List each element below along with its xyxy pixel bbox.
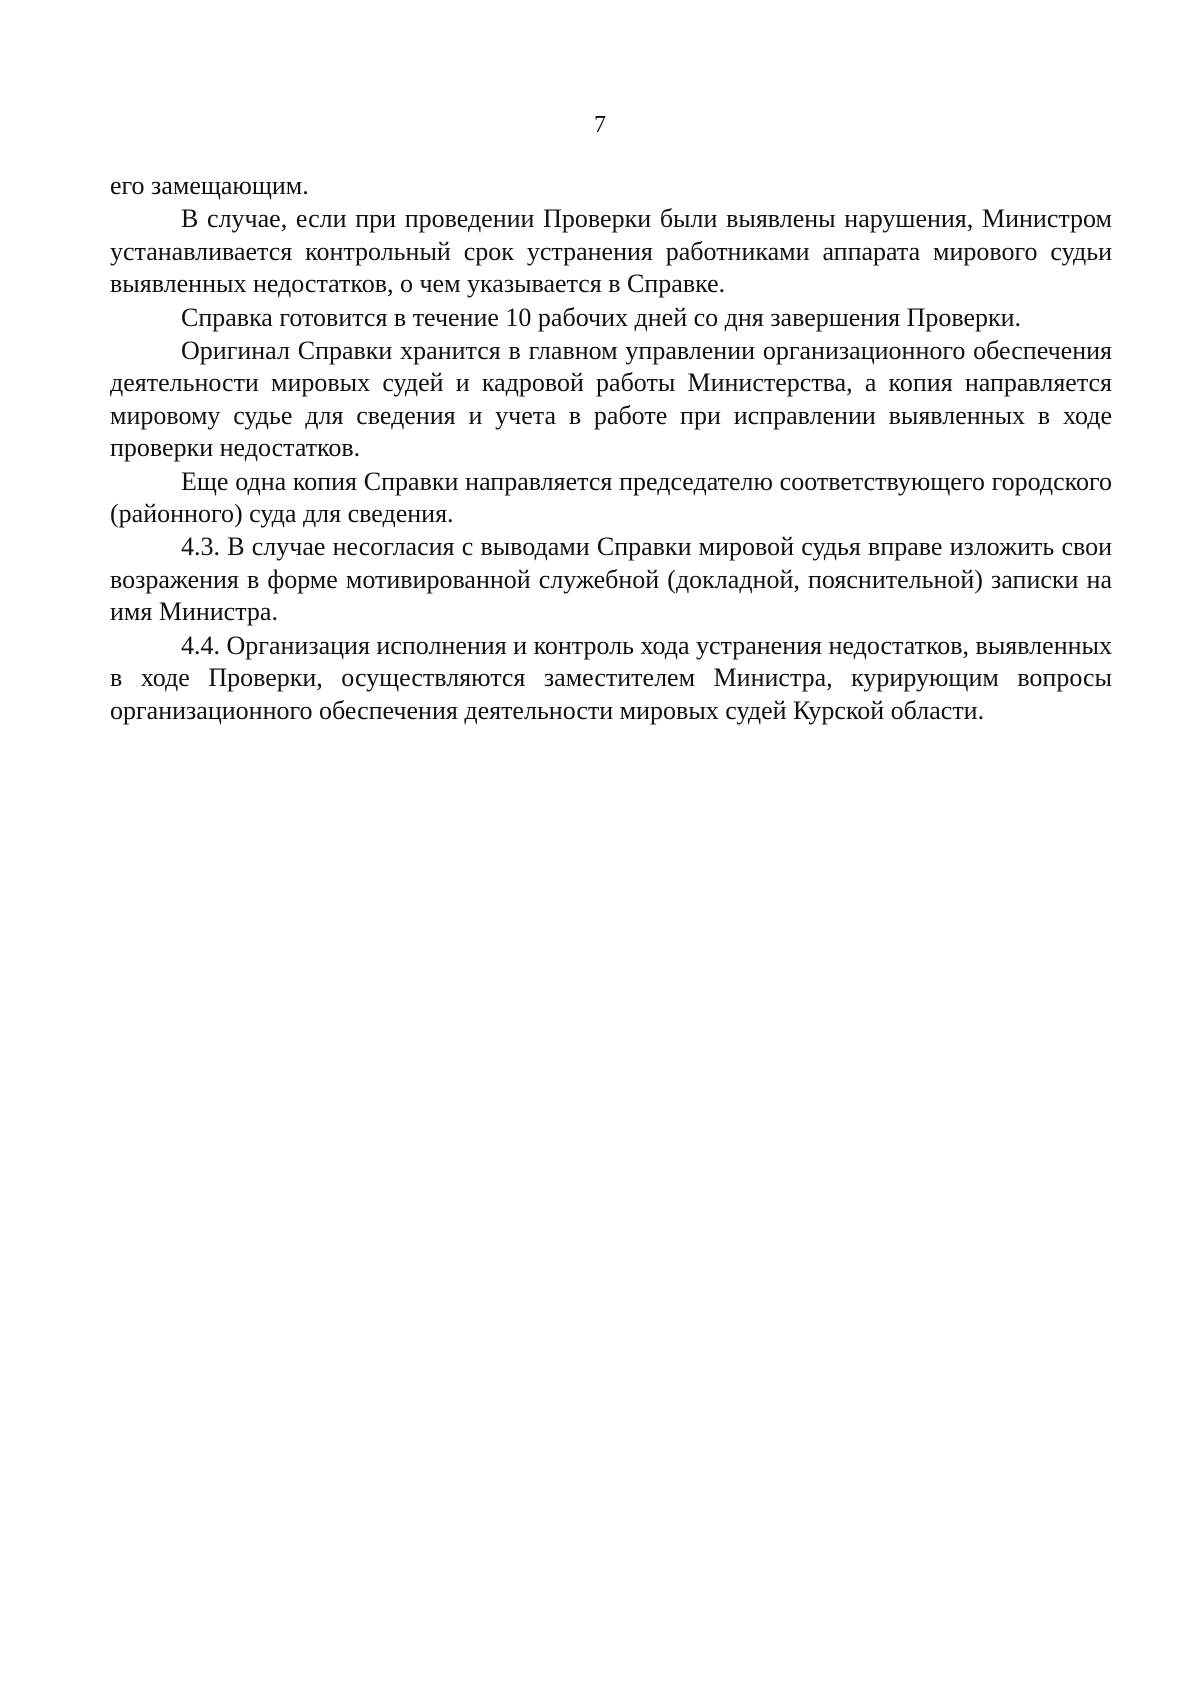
document-body (110, 170, 1112, 727)
paragraph-original-storage: Оригинал Справки хранится в главном управлении организационного обеспечения деятельности мировых судей и кадровой работы Министерства, а копия направляется мировому судье для сведения и учета в работе при исправлении выявленных в ходе проверки недостатков. (110, 336, 1112, 463)
paragraph-continuation: его замещающим. (110, 171, 309, 200)
page-number: 7 (594, 112, 606, 138)
paragraph-4-4: 4.4. Организация исполнения и контроль хода устранения недостатков, выявленных в ходе Проверки, осуществляются заместителем Министра, курирующим вопросы организационного обеспечения деятельности мировых судей Курской области. (110, 630, 1112, 725)
paragraph-violations: В случае, если при проведении Проверки были выявлены нарушения, Министром устанавливается контрольный срок устранения работниками аппарата мирового судьи выявленных недостатков, о чем указывается в Справке. (110, 204, 1112, 299)
paragraph-preparation: Справка готовится в течение 10 рабочих дней со дня завершения Проверки. (181, 302, 1022, 332)
paragraph-4-3: 4.3. В случае несогласия с выводами Справки мировой судья вправе изложить свои возражения в форме мотивированной служебной (докладной, пояснительной) записки на имя Министра. (110, 532, 1112, 627)
paragraph-copy-court: Еще одна копия Справки направляется председателю соответствующего городского (районного) суда для сведения. (110, 466, 1112, 529)
